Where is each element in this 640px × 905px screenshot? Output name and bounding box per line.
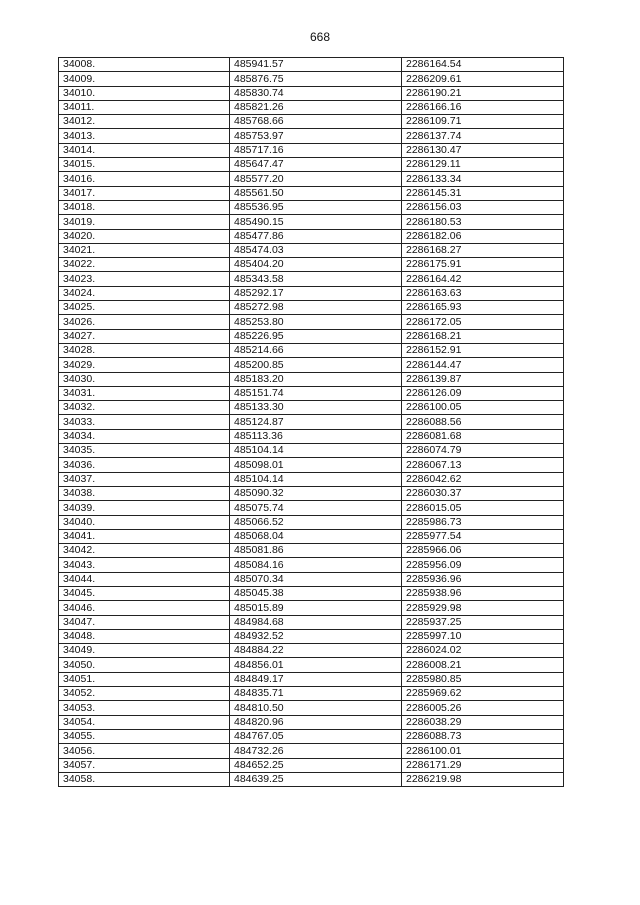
table-row [59,644,564,658]
table-row [59,729,564,743]
easting-cell: 485070.34 [230,572,402,586]
point-id-cell: 34048. [59,629,230,643]
easting-cell: 485015.89 [230,601,402,615]
northing-cell: 2286024.02 [402,644,564,658]
point-id-cell: 34020. [59,229,230,243]
point-id-cell: 34031. [59,386,230,400]
point-id-cell: 34043. [59,558,230,572]
easting-cell: 484732.26 [230,744,402,758]
easting-cell: 485253.80 [230,315,402,329]
northing-cell: 2286067.13 [402,458,564,472]
easting-cell: 485113.36 [230,429,402,443]
northing-cell: 2286008.21 [402,658,564,672]
table-row [59,429,564,443]
easting-cell: 485081.86 [230,544,402,558]
point-id-cell: 34015. [59,158,230,172]
table-row [59,529,564,543]
point-id-cell: 34046. [59,601,230,615]
table-row [59,186,564,200]
point-id-cell: 34042. [59,544,230,558]
northing-cell: 2285986.73 [402,515,564,529]
table-row [59,586,564,600]
table-row [59,58,564,72]
point-id-cell: 34027. [59,329,230,343]
point-id-cell: 34041. [59,529,230,543]
point-id-cell: 34044. [59,572,230,586]
easting-cell: 485577.20 [230,172,402,186]
table-row [59,572,564,586]
northing-cell: 2285997.10 [402,629,564,643]
point-id-cell: 34053. [59,701,230,715]
table-row [59,744,564,758]
table-row [59,687,564,701]
northing-cell: 2286137.74 [402,129,564,143]
easting-cell: 485490.15 [230,215,402,229]
easting-cell: 485214.66 [230,343,402,357]
coordinates-table [58,57,564,787]
table-row [59,86,564,100]
northing-cell: 2286139.87 [402,372,564,386]
table-row [59,343,564,357]
northing-cell: 2286100.05 [402,401,564,415]
easting-cell: 485084.16 [230,558,402,572]
northing-cell: 2286129.11 [402,158,564,172]
easting-cell: 484835.71 [230,687,402,701]
table-row [59,200,564,214]
easting-cell: 485075.74 [230,501,402,515]
easting-cell: 485821.26 [230,100,402,114]
point-id-cell: 34016. [59,172,230,186]
point-id-cell: 34030. [59,372,230,386]
northing-cell: 2286168.21 [402,329,564,343]
northing-cell: 2286144.47 [402,358,564,372]
point-id-cell: 34039. [59,501,230,515]
northing-cell: 2286042.62 [402,472,564,486]
point-id-cell: 34045. [59,586,230,600]
point-id-cell: 34021. [59,243,230,257]
northing-cell: 2286088.73 [402,729,564,743]
northing-cell: 2286081.68 [402,429,564,443]
table-row [59,401,564,415]
easting-cell: 484884.22 [230,644,402,658]
table-row [59,544,564,558]
easting-cell: 484767.05 [230,729,402,743]
point-id-cell: 34023. [59,272,230,286]
point-id-cell: 34050. [59,658,230,672]
easting-cell: 485876.75 [230,72,402,86]
table-row [59,472,564,486]
northing-cell: 2286180.53 [402,215,564,229]
easting-cell: 485477.86 [230,229,402,243]
easting-cell: 485272.98 [230,301,402,315]
point-id-cell: 34010. [59,86,230,100]
northing-cell: 2286164.54 [402,58,564,72]
easting-cell: 484820.96 [230,715,402,729]
northing-cell: 2285929.98 [402,601,564,615]
easting-cell: 484856.01 [230,658,402,672]
table-row [59,272,564,286]
northing-cell: 2286166.16 [402,100,564,114]
easting-cell: 485941.57 [230,58,402,72]
easting-cell: 485474.03 [230,243,402,257]
point-id-cell: 34040. [59,515,230,529]
table-row [59,143,564,157]
point-id-cell: 34008. [59,58,230,72]
easting-cell: 485343.58 [230,272,402,286]
easting-cell: 485717.16 [230,143,402,157]
northing-cell: 2285936.96 [402,572,564,586]
point-id-cell: 34029. [59,358,230,372]
point-id-cell: 34035. [59,444,230,458]
northing-cell: 2286172.05 [402,315,564,329]
table-row [59,772,564,786]
point-id-cell: 34052. [59,687,230,701]
northing-cell: 2286171.29 [402,758,564,772]
table-row [59,558,564,572]
table-row [59,243,564,257]
point-id-cell: 34019. [59,215,230,229]
easting-cell: 485536.95 [230,200,402,214]
point-id-cell: 34056. [59,744,230,758]
northing-cell: 2286126.09 [402,386,564,400]
point-id-cell: 34022. [59,258,230,272]
point-id-cell: 34011. [59,100,230,114]
table-row [59,315,564,329]
point-id-cell: 34012. [59,115,230,129]
easting-cell: 484984.68 [230,615,402,629]
table-row [59,615,564,629]
northing-cell: 2286152.91 [402,343,564,357]
easting-cell: 484639.25 [230,772,402,786]
easting-cell: 485104.14 [230,472,402,486]
northing-cell: 2286165.93 [402,301,564,315]
table-row [59,286,564,300]
easting-cell: 484932.52 [230,629,402,643]
table-row [59,458,564,472]
northing-cell: 2286109.71 [402,115,564,129]
easting-cell: 485647.47 [230,158,402,172]
point-id-cell: 34058. [59,772,230,786]
point-id-cell: 34038. [59,486,230,500]
table-row [59,372,564,386]
northing-cell: 2286164.42 [402,272,564,286]
easting-cell: 484810.50 [230,701,402,715]
northing-cell: 2286219.98 [402,772,564,786]
table-row [59,72,564,86]
easting-cell: 485104.14 [230,444,402,458]
northing-cell: 2286030.37 [402,486,564,500]
point-id-cell: 34054. [59,715,230,729]
northing-cell: 2286182.06 [402,229,564,243]
page-number: 668 [309,30,331,44]
table-row [59,444,564,458]
point-id-cell: 34049. [59,644,230,658]
northing-cell: 2286209.61 [402,72,564,86]
easting-cell: 485133.30 [230,401,402,415]
northing-cell: 2285938.96 [402,586,564,600]
easting-cell: 485753.97 [230,129,402,143]
northing-cell: 2286088.56 [402,415,564,429]
northing-cell: 2286168.27 [402,243,564,257]
table-row [59,701,564,715]
point-id-cell: 34036. [59,458,230,472]
point-id-cell: 34047. [59,615,230,629]
easting-cell: 485090.32 [230,486,402,500]
table-row [59,158,564,172]
northing-cell: 2285937.25 [402,615,564,629]
point-id-cell: 34026. [59,315,230,329]
northing-cell: 2285966.06 [402,544,564,558]
easting-cell: 485830.74 [230,86,402,100]
point-id-cell: 34018. [59,200,230,214]
table-row [59,129,564,143]
point-id-cell: 34028. [59,343,230,357]
easting-cell: 484849.17 [230,672,402,686]
table-row [59,329,564,343]
point-id-cell: 34033. [59,415,230,429]
table-row [59,715,564,729]
northing-cell: 2286038.29 [402,715,564,729]
easting-cell: 485561.50 [230,186,402,200]
easting-cell: 485045.38 [230,586,402,600]
easting-cell: 485124.87 [230,415,402,429]
northing-cell: 2286100.01 [402,744,564,758]
easting-cell: 485066.52 [230,515,402,529]
point-id-cell: 34032. [59,401,230,415]
point-id-cell: 34024. [59,286,230,300]
easting-cell: 485404.20 [230,258,402,272]
point-id-cell: 34057. [59,758,230,772]
point-id-cell: 34037. [59,472,230,486]
northing-cell: 2286145.31 [402,186,564,200]
table-row [59,758,564,772]
easting-cell: 485200.85 [230,358,402,372]
point-id-cell: 34025. [59,301,230,315]
northing-cell: 2285980.85 [402,672,564,686]
point-id-cell: 34014. [59,143,230,157]
northing-cell: 2286156.03 [402,200,564,214]
table-row [59,386,564,400]
northing-cell: 2286074.79 [402,444,564,458]
table-row [59,658,564,672]
table-row [59,172,564,186]
point-id-cell: 34009. [59,72,230,86]
point-id-cell: 34055. [59,729,230,743]
table-row [59,358,564,372]
easting-cell: 485768.66 [230,115,402,129]
northing-cell: 2286005.26 [402,701,564,715]
northing-cell: 2286175.91 [402,258,564,272]
table-row [59,229,564,243]
table-row [59,515,564,529]
table-row [59,215,564,229]
northing-cell: 2286190.21 [402,86,564,100]
table-row [59,115,564,129]
northing-cell: 2286130.47 [402,143,564,157]
northing-cell: 2286015.05 [402,501,564,515]
table-row [59,629,564,643]
northing-cell: 2285956.09 [402,558,564,572]
table-row [59,258,564,272]
table-row [59,100,564,114]
table-row [59,601,564,615]
table-row [59,672,564,686]
easting-cell: 485151.74 [230,386,402,400]
northing-cell: 2285977.54 [402,529,564,543]
point-id-cell: 34017. [59,186,230,200]
easting-cell: 485183.20 [230,372,402,386]
easting-cell: 485068.04 [230,529,402,543]
point-id-cell: 34013. [59,129,230,143]
northing-cell: 2286163.63 [402,286,564,300]
easting-cell: 485098.01 [230,458,402,472]
northing-cell: 2285969.62 [402,687,564,701]
table-row [59,415,564,429]
northing-cell: 2286133.34 [402,172,564,186]
easting-cell: 485226.95 [230,329,402,343]
easting-cell: 484652.25 [230,758,402,772]
point-id-cell: 34051. [59,672,230,686]
coordinates-table-body [59,58,564,787]
easting-cell: 485292.17 [230,286,402,300]
table-row [59,486,564,500]
point-id-cell: 34034. [59,429,230,443]
table-row [59,301,564,315]
table-row [59,501,564,515]
